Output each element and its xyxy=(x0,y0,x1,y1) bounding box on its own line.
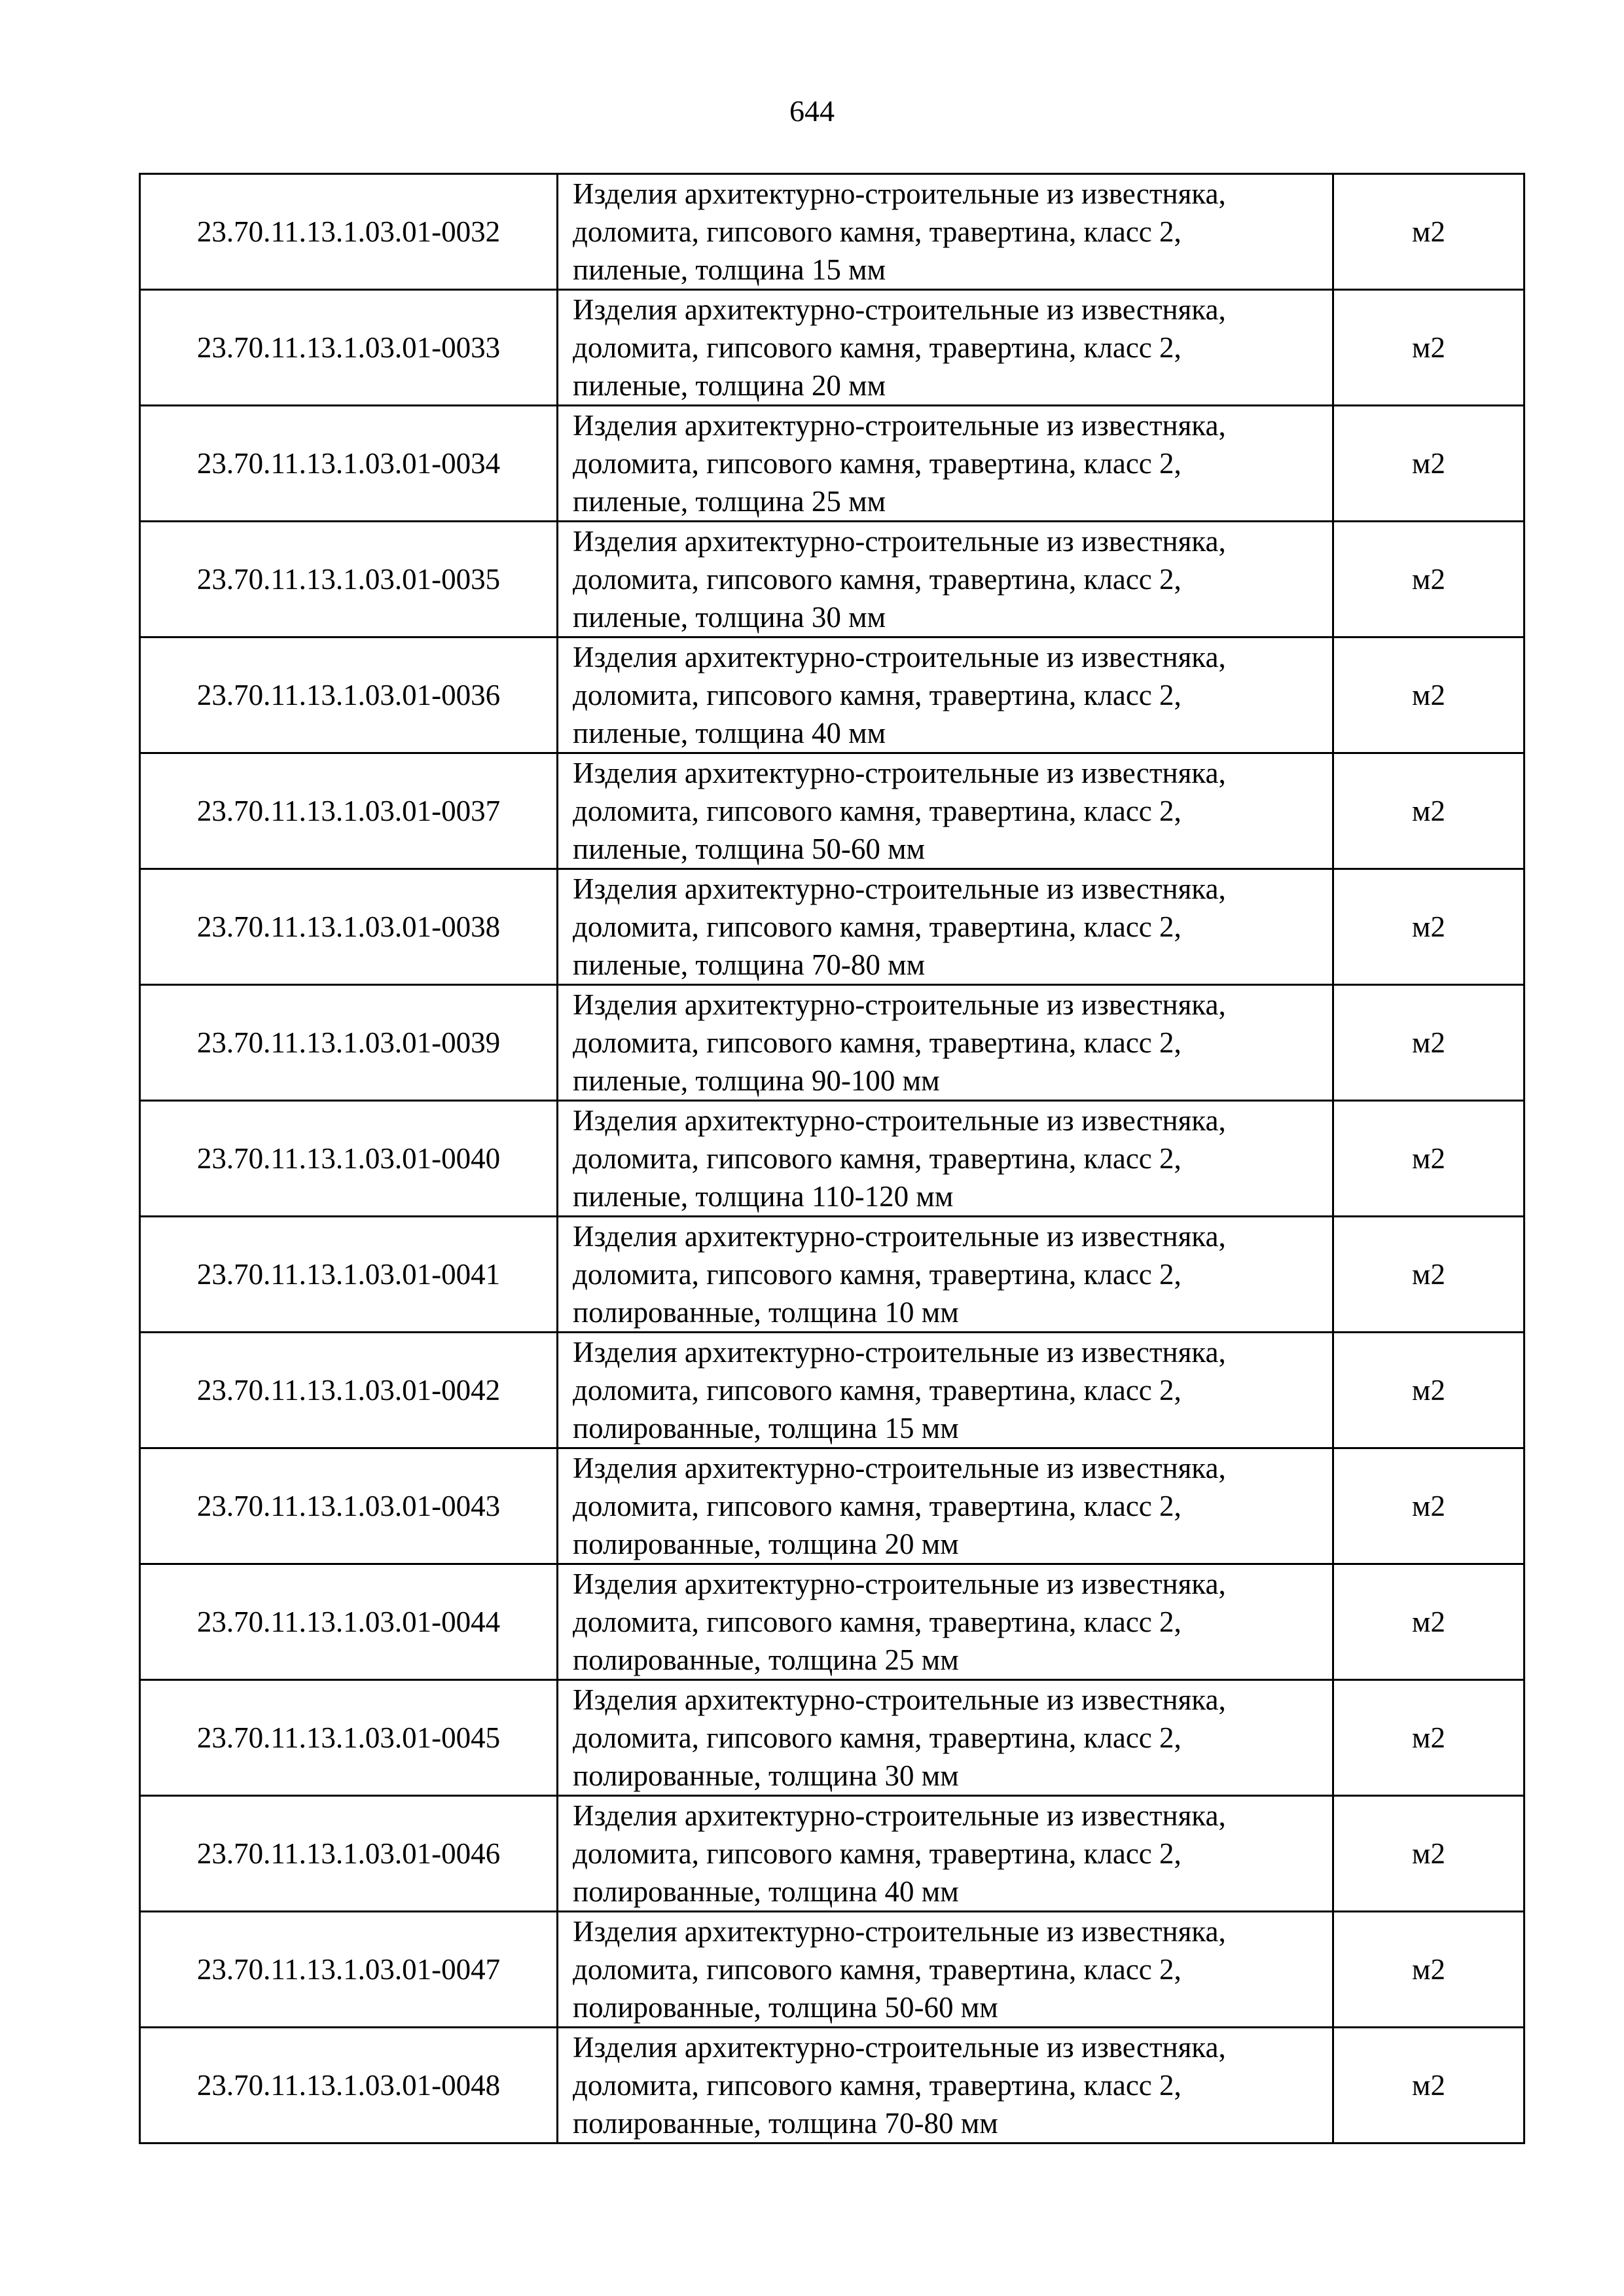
table-row xyxy=(140,2028,1525,2144)
table-row xyxy=(140,985,1525,1101)
table-row xyxy=(140,1101,1525,1217)
description-line: полированные, толщина 20 мм xyxy=(573,1528,959,1560)
item-description xyxy=(558,174,1333,290)
description-line: Изделия архитектурно-строительные из известняка, xyxy=(573,1683,1226,1716)
item-description xyxy=(558,2028,1333,2144)
description-line: Изделия архитектурно-строительные из известняка, xyxy=(573,1220,1226,1253)
description-line: доломита, гипсового камня, травертина, класс 2, xyxy=(573,1953,1182,1986)
catalog-table-body xyxy=(140,174,1525,2144)
item-unit: м2 xyxy=(1333,1448,1525,1564)
description-line: Изделия архитектурно-строительные из известняка, xyxy=(573,872,1226,905)
item-code: 23.70.11.13.1.03.01-0033 xyxy=(140,290,558,406)
description-line: полированные, толщина 30 мм xyxy=(573,1759,959,1792)
table-row xyxy=(140,1912,1525,2028)
item-code: 23.70.11.13.1.03.01-0037 xyxy=(140,753,558,869)
table-row xyxy=(140,1796,1525,1912)
item-unit: м2 xyxy=(1333,406,1525,522)
item-code: 23.70.11.13.1.03.01-0034 xyxy=(140,406,558,522)
description-line: полированные, толщина 10 мм xyxy=(573,1296,959,1329)
table-row xyxy=(140,522,1525,637)
description-line: Изделия архитектурно-строительные из известняка, xyxy=(573,1336,1226,1369)
description-line: доломита, гипсового камня, травертина, класс 2, xyxy=(573,563,1182,596)
description-line: Изделия архитектурно-строительные из известняка, xyxy=(573,1452,1226,1484)
item-description xyxy=(558,1448,1333,1564)
item-code: 23.70.11.13.1.03.01-0035 xyxy=(140,522,558,637)
item-description xyxy=(558,1217,1333,1333)
item-code: 23.70.11.13.1.03.01-0040 xyxy=(140,1101,558,1217)
description-line: доломита, гипсового камня, травертина, класс 2, xyxy=(573,215,1182,248)
description-line: полированные, толщина 70-80 мм xyxy=(573,2107,998,2140)
item-code: 23.70.11.13.1.03.01-0041 xyxy=(140,1217,558,1333)
table-row xyxy=(140,1217,1525,1333)
description-line: доломита, гипсового камня, травертина, класс 2, xyxy=(573,331,1182,364)
catalog-table xyxy=(139,173,1525,2144)
table-row xyxy=(140,290,1525,406)
item-description xyxy=(558,637,1333,753)
description-line: пиленые, толщина 15 мм xyxy=(573,253,886,286)
item-code: 23.70.11.13.1.03.01-0039 xyxy=(140,985,558,1101)
item-unit: м2 xyxy=(1333,1217,1525,1333)
description-line: Изделия архитектурно-строительные из известняка, xyxy=(573,1568,1226,1600)
item-unit: м2 xyxy=(1333,290,1525,406)
description-line: Изделия архитектурно-строительные из известняка, xyxy=(573,177,1226,210)
description-line: Изделия архитектурно-строительные из известняка, xyxy=(573,988,1226,1021)
description-line: доломита, гипсового камня, травертина, класс 2, xyxy=(573,1837,1182,1870)
description-line: доломита, гипсового камня, травертина, класс 2, xyxy=(573,1026,1182,1059)
description-line: доломита, гипсового камня, травертина, класс 2, xyxy=(573,2069,1182,2102)
description-line: пиленые, толщина 40 мм xyxy=(573,717,886,749)
table-row xyxy=(140,1680,1525,1796)
description-line: Изделия архитектурно-строительные из известняка, xyxy=(573,641,1226,673)
description-line: пиленые, толщина 30 мм xyxy=(573,601,886,634)
item-unit: м2 xyxy=(1333,1796,1525,1912)
description-line: Изделия архитектурно-строительные из известняка, xyxy=(573,1104,1226,1137)
item-description xyxy=(558,985,1333,1101)
item-code: 23.70.11.13.1.03.01-0046 xyxy=(140,1796,558,1912)
description-line: полированные, толщина 25 мм xyxy=(573,1643,959,1676)
description-line: Изделия архитектурно-строительные из известняка, xyxy=(573,1799,1226,1832)
item-code: 23.70.11.13.1.03.01-0036 xyxy=(140,637,558,753)
item-code: 23.70.11.13.1.03.01-0044 xyxy=(140,1564,558,1680)
description-line: пиленые, толщина 90-100 мм xyxy=(573,1064,940,1097)
item-description xyxy=(558,1333,1333,1448)
description-line: Изделия архитектурно-строительные из известняка, xyxy=(573,1915,1226,1948)
description-line: доломита, гипсового камня, травертина, класс 2, xyxy=(573,910,1182,943)
description-line: доломита, гипсового камня, травертина, класс 2, xyxy=(573,1258,1182,1291)
table-row xyxy=(140,406,1525,522)
description-line: полированные, толщина 50-60 мм xyxy=(573,1991,998,2024)
description-line: доломита, гипсового камня, травертина, класс 2, xyxy=(573,1142,1182,1175)
item-description xyxy=(558,1564,1333,1680)
table-row xyxy=(140,869,1525,985)
item-description xyxy=(558,753,1333,869)
table-row xyxy=(140,174,1525,290)
item-code: 23.70.11.13.1.03.01-0043 xyxy=(140,1448,558,1564)
item-description xyxy=(558,1912,1333,2028)
item-unit: м2 xyxy=(1333,2028,1525,2144)
description-line: доломита, гипсового камня, травертина, класс 2, xyxy=(573,1721,1182,1754)
item-description xyxy=(558,290,1333,406)
description-line: пиленые, толщина 110-120 мм xyxy=(573,1180,954,1213)
description-line: Изделия архитектурно-строительные из известняка, xyxy=(573,757,1226,789)
item-unit: м2 xyxy=(1333,522,1525,637)
item-unit: м2 xyxy=(1333,1101,1525,1217)
item-description xyxy=(558,1101,1333,1217)
item-unit: м2 xyxy=(1333,1912,1525,2028)
description-line: полированные, толщина 15 мм xyxy=(573,1412,959,1444)
item-description xyxy=(558,869,1333,985)
description-line: доломита, гипсового камня, травертина, класс 2, xyxy=(573,1374,1182,1407)
item-code: 23.70.11.13.1.03.01-0042 xyxy=(140,1333,558,1448)
item-code: 23.70.11.13.1.03.01-0032 xyxy=(140,174,558,290)
item-unit: м2 xyxy=(1333,985,1525,1101)
description-line: Изделия архитектурно-строительные из известняка, xyxy=(573,293,1226,326)
table-row xyxy=(140,753,1525,869)
item-code: 23.70.11.13.1.03.01-0038 xyxy=(140,869,558,985)
description-line: пиленые, толщина 20 мм xyxy=(573,369,886,402)
item-code: 23.70.11.13.1.03.01-0045 xyxy=(140,1680,558,1796)
item-code: 23.70.11.13.1.03.01-0047 xyxy=(140,1912,558,2028)
description-line: доломита, гипсового камня, травертина, класс 2, xyxy=(573,1605,1182,1638)
item-unit: м2 xyxy=(1333,1333,1525,1448)
item-unit: м2 xyxy=(1333,637,1525,753)
item-description xyxy=(558,522,1333,637)
description-line: Изделия архитектурно-строительные из известняка, xyxy=(573,525,1226,558)
description-line: доломита, гипсового камня, травертина, класс 2, xyxy=(573,1490,1182,1522)
item-unit: м2 xyxy=(1333,1564,1525,1680)
item-description xyxy=(558,1796,1333,1912)
item-unit: м2 xyxy=(1333,174,1525,290)
description-line: пиленые, толщина 25 мм xyxy=(573,485,886,518)
description-line: пиленые, толщина 70-80 мм xyxy=(573,948,926,981)
page-number: 644 xyxy=(789,94,835,128)
item-code: 23.70.11.13.1.03.01-0048 xyxy=(140,2028,558,2144)
table-row xyxy=(140,1448,1525,1564)
description-line: доломита, гипсового камня, травертина, класс 2, xyxy=(573,447,1182,480)
item-description xyxy=(558,1680,1333,1796)
item-unit: м2 xyxy=(1333,753,1525,869)
description-line: доломита, гипсового камня, травертина, класс 2, xyxy=(573,795,1182,827)
description-line: полированные, толщина 40 мм xyxy=(573,1875,959,1908)
item-description xyxy=(558,406,1333,522)
table-row xyxy=(140,637,1525,753)
description-line: Изделия архитектурно-строительные из известняка, xyxy=(573,2031,1226,2064)
table-row xyxy=(140,1333,1525,1448)
table-row xyxy=(140,1564,1525,1680)
description-line: Изделия архитектурно-строительные из известняка, xyxy=(573,409,1226,442)
item-unit: м2 xyxy=(1333,1680,1525,1796)
description-line: пиленые, толщина 50-60 мм xyxy=(573,833,926,865)
description-line: доломита, гипсового камня, травертина, класс 2, xyxy=(573,679,1182,711)
item-unit: м2 xyxy=(1333,869,1525,985)
